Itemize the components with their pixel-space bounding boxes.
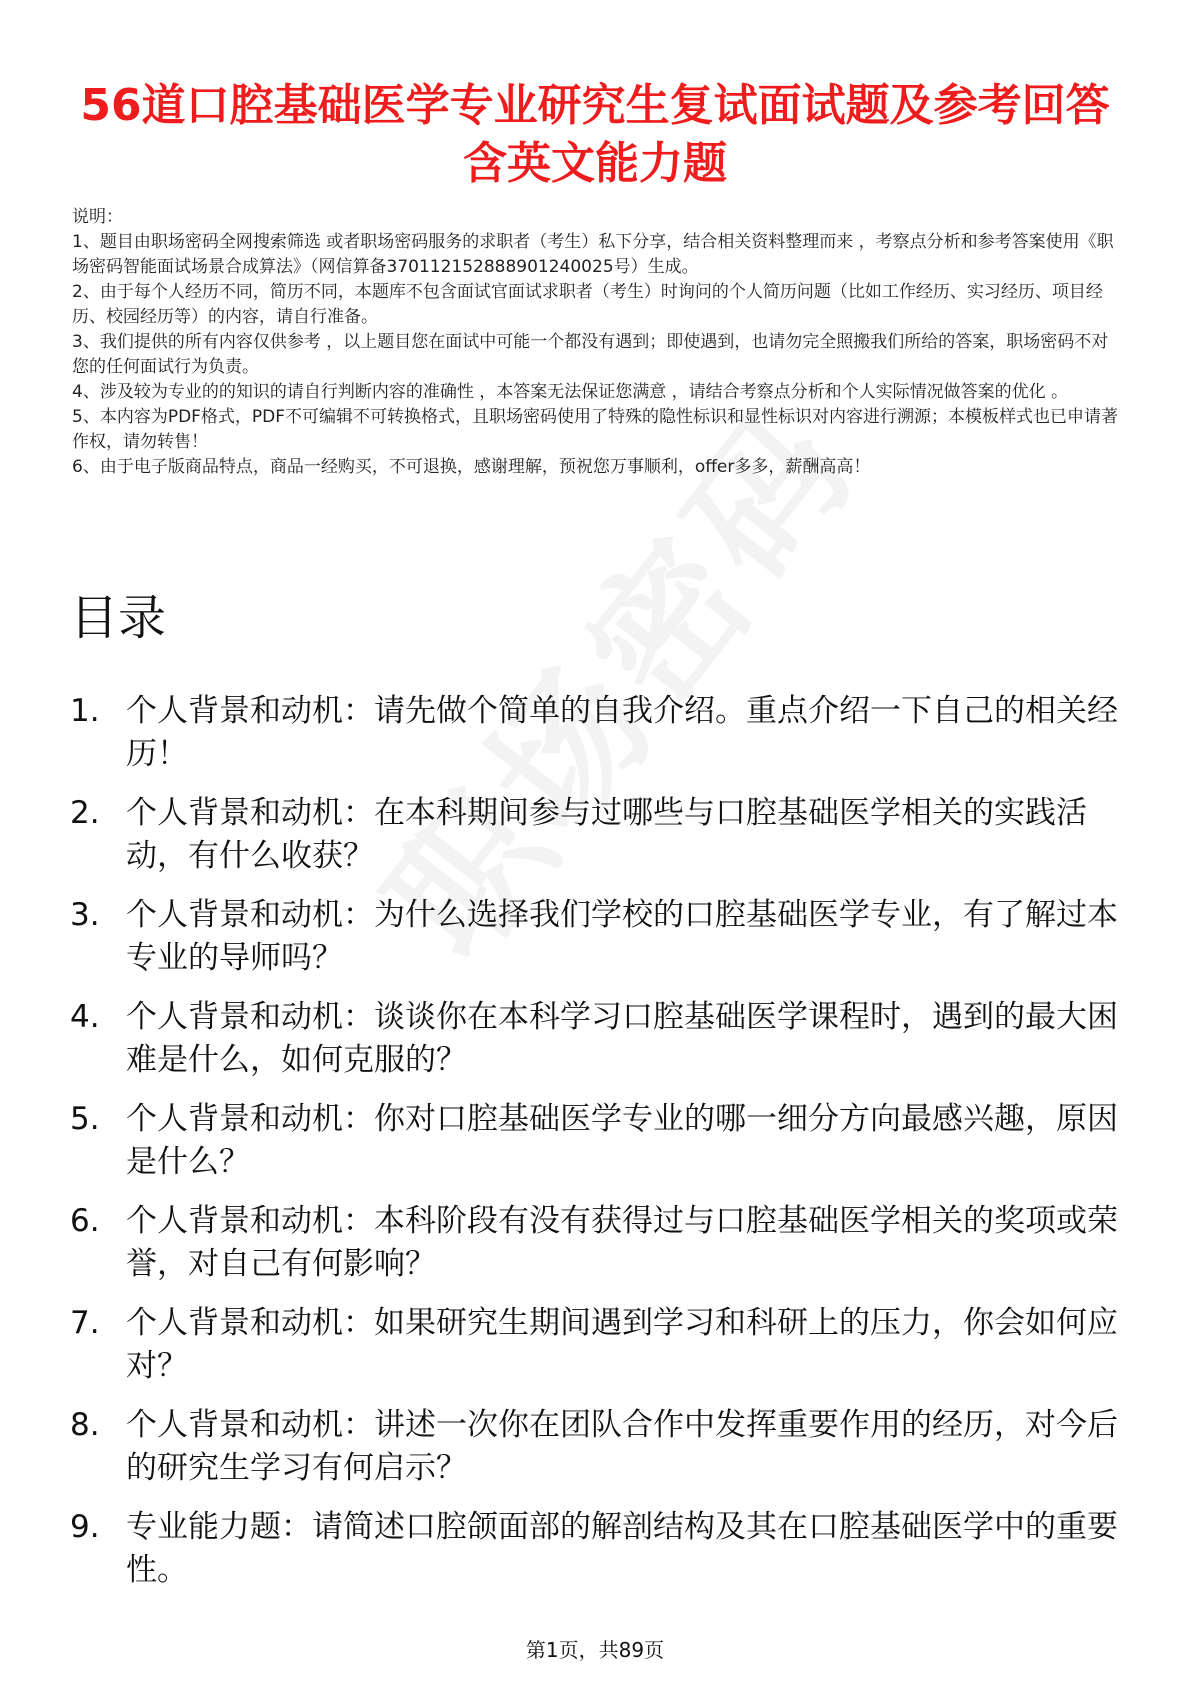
note-item: 2、由于每个人经历不同，简历不同，本题库不包含面试官面试求职者（考生）时询问的个人简历问题（比如工作经历、实习经历、项目经历、校园经历等）的内容，请自行准备。 bbox=[72, 282, 1103, 327]
toc-item-text: 个人背景和动机：本科阶段有没有获得过与口腔基础医学相关的奖项或荣誉，对自己有何影响？ bbox=[126, 1203, 1118, 1282]
toc-item-text: 个人背景和动机：如果研究生期间遇到学习和科研上的压力，你会如何应对？ bbox=[126, 1305, 1118, 1384]
toc-item[interactable] bbox=[70, 996, 1130, 1082]
toc-item[interactable] bbox=[70, 1404, 1130, 1490]
toc-item-text: 个人背景和动机：请先做个简单的自我介绍。重点介绍一下自己的相关经历！ bbox=[126, 693, 1118, 772]
toc-item-number: 1. bbox=[70, 693, 100, 729]
note-item: 5、本内容为PDF格式，PDF不可编辑不可转换格式，且职场密码使用了特殊的隐性标识和显性标识对内容进行溯源；本模板样式也已申请著作权，请勿转售！ bbox=[72, 407, 1119, 452]
toc-item[interactable] bbox=[70, 792, 1130, 878]
toc-list bbox=[70, 690, 1130, 1608]
toc-item-number: 2. bbox=[70, 795, 100, 831]
toc-item-text: 专业能力题：请简述口腔颌面部的解剖结构及其在口腔基础医学中的重要性。 bbox=[126, 1509, 1118, 1588]
toc-item-number: 6. bbox=[70, 1203, 100, 1239]
toc-item-text: 个人背景和动机：谈谈你在本科学习口腔基础医学课程时，遇到的最大困难是什么，如何克服的？ bbox=[126, 999, 1118, 1078]
toc-item[interactable] bbox=[70, 1302, 1130, 1388]
toc-item-number: 7. bbox=[70, 1305, 100, 1341]
toc-item[interactable] bbox=[70, 1098, 1130, 1184]
notes-heading: 说明： bbox=[72, 207, 123, 227]
toc-item-number: 5. bbox=[70, 1101, 100, 1137]
toc-item-text: 个人背景和动机：讲述一次你在团队合作中发挥重要作用的经历，对今后的研究生学习有何启示？ bbox=[126, 1407, 1118, 1486]
note-item: 6、由于电子版商品特点，商品一经购买，不可退换，感谢理解，预祝您万事顺利，offer多多，薪酬高高！ bbox=[72, 457, 871, 477]
toc-heading: 目录 bbox=[70, 590, 167, 646]
notes-section bbox=[72, 205, 1124, 480]
toc-item-number: 4. bbox=[70, 999, 100, 1035]
page-footer: 第1页，共89页 bbox=[525, 1638, 665, 1662]
note-item: 4、涉及较为专业的的知识的请自行判断内容的准确性 ，本答案无法保证您满意 ，请结合考察点分析和个人实际情况做答案的优化 。 bbox=[72, 382, 1069, 402]
note-item: 3、我们提供的所有内容仅供参考 ，以上题目您在面试中可能一个都没有遇到；即使遇到，也请勿完全照搬我们所给的答案，职场密码不对您的任何面试行为负责。 bbox=[72, 332, 1109, 377]
document-title: 56道口腔基础医学专业研究生复试面试题及参考回答含英文能力题 bbox=[80, 80, 1110, 190]
toc-item[interactable] bbox=[70, 690, 1130, 776]
toc-item-number: 8. bbox=[70, 1407, 100, 1443]
toc-item[interactable] bbox=[70, 1200, 1130, 1286]
toc-item-number: 3. bbox=[70, 897, 100, 933]
toc-item-text: 个人背景和动机：你对口腔基础医学专业的哪一细分方向最感兴趣，原因是什么？ bbox=[126, 1101, 1118, 1180]
toc-item-text: 个人背景和动机：为什么选择我们学校的口腔基础医学专业，有了解过本专业的导师吗？ bbox=[126, 897, 1118, 976]
toc-item[interactable] bbox=[70, 894, 1130, 980]
toc-item-number: 9. bbox=[70, 1509, 100, 1545]
note-item: 1、题目由职场密码全网搜索筛选 或者职场密码服务的求职者（考生）私下分享，结合相关资料整理而来 ，考察点分析和参考答案使用《职场密码智能面试场景合成算法》（网信算备370112152888901240025号）生成。 bbox=[72, 232, 1114, 277]
toc-item-text: 个人背景和动机：在本科期间参与过哪些与口腔基础医学相关的实践活动，有什么收获？ bbox=[126, 795, 1087, 874]
toc-item[interactable] bbox=[70, 1506, 1130, 1592]
